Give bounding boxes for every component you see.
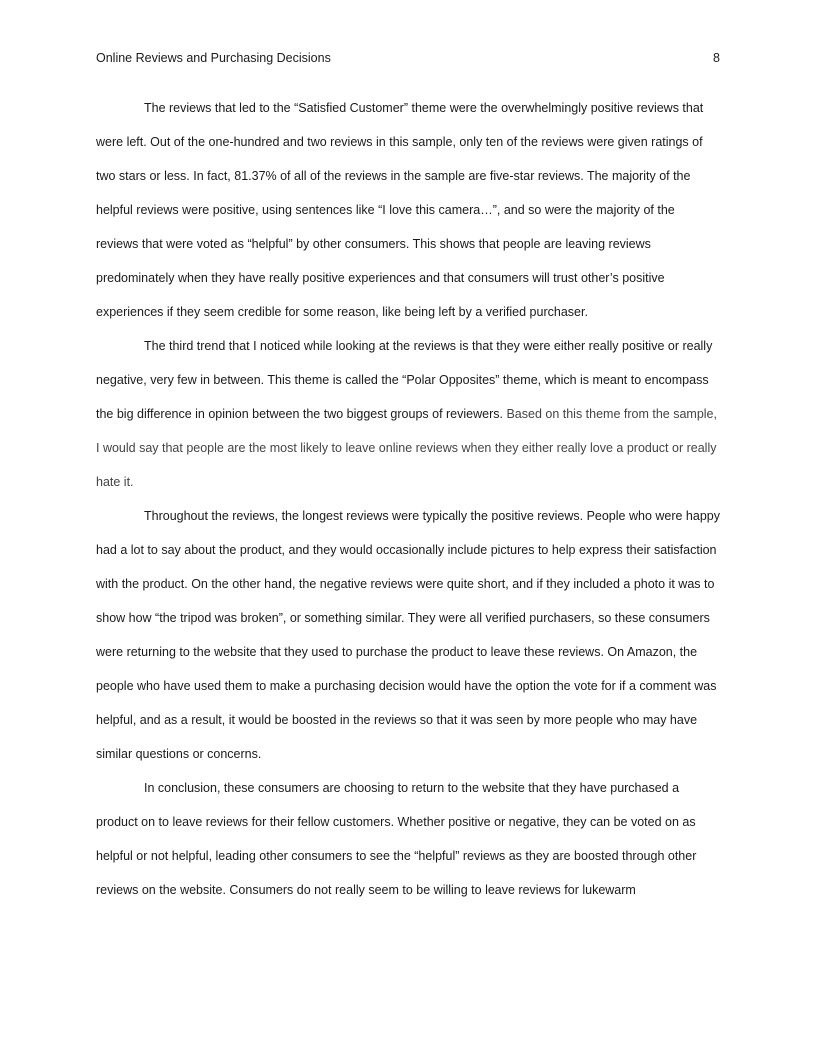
page-number: 8 (713, 51, 720, 65)
paragraph-polar-opposites (96, 329, 720, 499)
paragraph-text: The third trend that I noticed while looking at the reviews is that they were either really positive or really negative, very few in between. This theme is called the “Polar Opposites” theme, which is meant to encompass the big difference in opinion between the two biggest groups of reviewers. (96, 339, 713, 421)
paragraph-conclusion (96, 771, 720, 907)
paragraph-text-continued: Based on this theme from the sample, I would say that people are the most likely to leave online reviews when they either really love a product or really hate it. (96, 407, 717, 489)
body-text (96, 91, 720, 907)
paragraph-text: The reviews that led to the “Satisfied Customer” theme were the overwhelmingly positive reviews that were left. Out of the one-hundred and two reviews in this sample, only ten of the reviews were given ratings of two stars or less. In fact, 81.37% of all of the reviews in the sample are five-star reviews. The majority of the helpful reviews were positive, using sentences like “I love this camera…”, and so were the majority of the reviews that were voted as “helpful” by other consumers. This shows that people are leaving reviews predominately when they have really positive experiences and that consumers will trust other’s positive experiences if they seem credible for some reason, like being left by a verified purchaser. (96, 101, 704, 319)
paragraph-text: In conclusion, these consumers are choosing to return to the website that they have purchased a product on to leave reviews for their fellow customers. Whether positive or negative, they can be voted on as helpful or not helpful, leading other consumers to see the “helpful” reviews as they are boosted through other reviews on the website. Consumers do not really seem to be willing to leave reviews for lukewarm (96, 781, 697, 897)
paragraph-text: Throughout the reviews, the longest reviews were typically the positive reviews. People who were happy had a lot to say about the product, and they would occasionally include pictures to help express their satisfaction with the product. On the other hand, the negative reviews were quite short, and if they included a photo it was to show how “the tripod was broken”, or something similar. They were all verified purchasers, so these consumers were returning to the website that they used to purchase the product to leave these reviews. On Amazon, the people who have used them to make a purchasing decision would have the option the vote for if a comment was helpful, and as a result, it would be boosted in the reviews so that it was seen by more people who may have similar questions or concerns. (96, 509, 720, 761)
paragraph-review-length (96, 499, 720, 771)
running-head: Online Reviews and Purchasing Decisions (96, 51, 331, 65)
page-header (96, 48, 720, 68)
paragraph-satisfied-customer (96, 91, 720, 329)
